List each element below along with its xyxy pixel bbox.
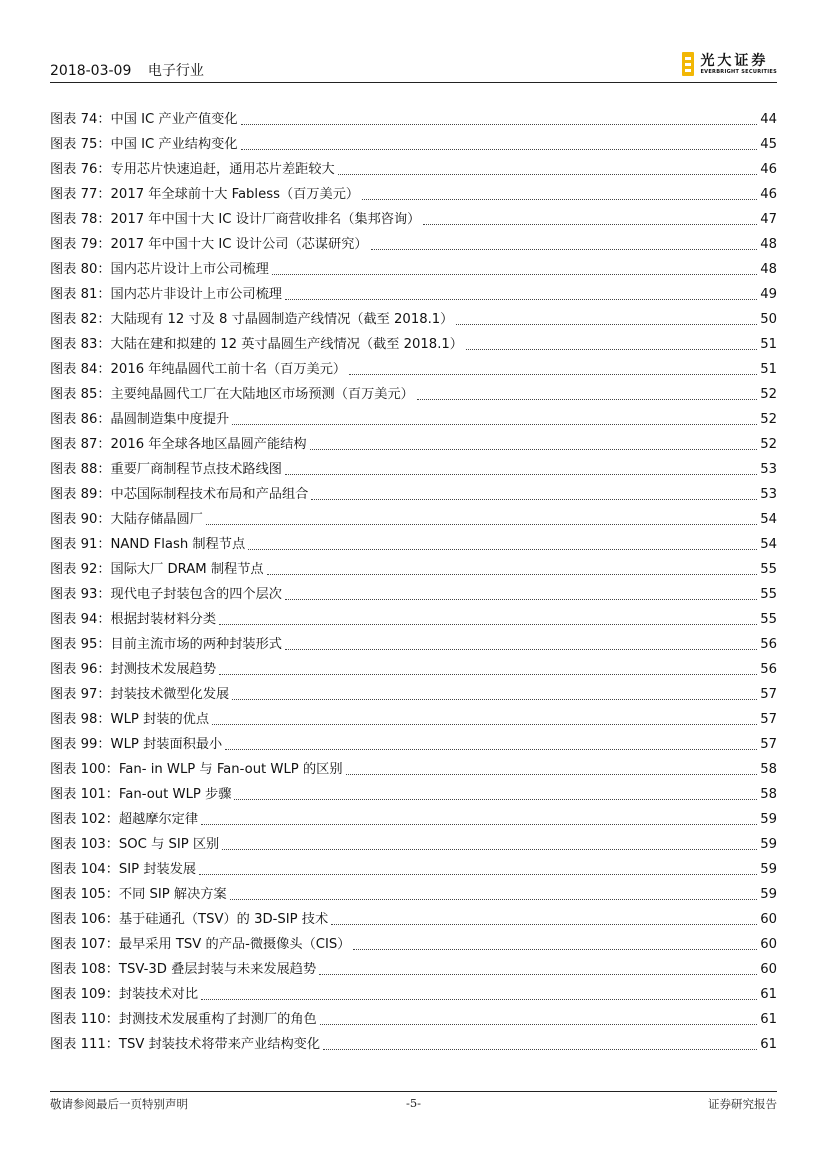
toc-entry[interactable] bbox=[50, 329, 777, 354]
toc-dot-leader bbox=[319, 973, 757, 975]
toc-entry-page[interactable]: 57 bbox=[760, 712, 777, 727]
toc-entry[interactable] bbox=[50, 754, 777, 779]
toc-entry-title[interactable]: 图表 79：2017 年中国十大 IC 设计公司（芯谋研究） bbox=[50, 237, 368, 252]
toc-entry[interactable] bbox=[50, 529, 777, 554]
toc-entry-page[interactable]: 50 bbox=[760, 312, 777, 327]
toc-entry-title[interactable]: 图表 95：目前主流市场的两种封装形式 bbox=[50, 637, 282, 652]
toc-entry-page[interactable]: 48 bbox=[760, 262, 777, 277]
toc-entry-title[interactable]: 图表 77：2017 年全球前十大 Fabless（百万美元） bbox=[50, 187, 360, 202]
toc-dot-leader bbox=[311, 498, 757, 500]
toc-dot-leader bbox=[285, 298, 757, 300]
footer-disclaimer: 敬请参阅最后一页特别声明 bbox=[50, 1097, 188, 1111]
toc-entry[interactable] bbox=[50, 1029, 777, 1054]
toc-entry-page[interactable]: 53 bbox=[760, 462, 777, 477]
company-logo bbox=[682, 48, 777, 80]
toc-entry-title[interactable]: 图表 83：大陆在建和拟建的 12 英寸晶圆生产线情况（截至 2018.1） bbox=[50, 337, 463, 352]
toc-entry[interactable] bbox=[50, 804, 777, 829]
header-divider bbox=[50, 82, 777, 83]
toc-dot-leader bbox=[456, 323, 757, 325]
toc-entry[interactable] bbox=[50, 929, 777, 954]
toc-entry-title[interactable]: 图表 105：不同 SIP 解决方案 bbox=[50, 887, 227, 902]
toc-entry-title[interactable]: 图表 90：大陆存储晶圆厂 bbox=[50, 512, 203, 527]
toc-entry[interactable] bbox=[50, 304, 777, 329]
toc-entry[interactable] bbox=[50, 679, 777, 704]
toc-dot-leader bbox=[225, 748, 757, 750]
toc-entry[interactable] bbox=[50, 454, 777, 479]
toc-entry-page[interactable]: 48 bbox=[760, 237, 777, 252]
toc-entry[interactable] bbox=[50, 979, 777, 1004]
toc-dot-leader bbox=[272, 273, 757, 275]
toc-entry-page[interactable]: 53 bbox=[760, 487, 777, 502]
toc-entry-page[interactable]: 58 bbox=[760, 787, 777, 802]
toc-entry-title[interactable]: 图表 80：国内芯片设计上市公司梳理 bbox=[50, 262, 269, 277]
toc-dot-leader bbox=[331, 923, 757, 925]
page-number: -5- bbox=[405, 1096, 422, 1110]
toc-entry-title[interactable]: 图表 82：大陆现有 12 寸及 8 寸晶圆制造产线情况（截至 2018.1） bbox=[50, 312, 454, 327]
toc-entry-title[interactable]: 图表 108：TSV-3D 叠层封装与未来发展趋势 bbox=[50, 962, 317, 977]
report-date: 2018-03-09 bbox=[50, 63, 132, 79]
toc-dot-leader bbox=[219, 673, 757, 675]
toc-entry-title[interactable]: 图表 104：SIP 封装发展 bbox=[50, 862, 197, 877]
toc-entry-title[interactable]: 图表 97：封装技术微型化发展 bbox=[50, 687, 230, 702]
toc-entry-page[interactable]: 61 bbox=[760, 1012, 777, 1027]
toc-entry-page[interactable]: 55 bbox=[760, 562, 777, 577]
toc-entry[interactable] bbox=[50, 554, 777, 579]
toc-entry[interactable] bbox=[50, 204, 777, 229]
toc-dot-leader bbox=[241, 148, 758, 150]
toc-entry[interactable] bbox=[50, 654, 777, 679]
toc-entry-title[interactable]: 图表 89：中芯国际制程技术布局和产品组合 bbox=[50, 487, 309, 502]
toc-entry[interactable] bbox=[50, 229, 777, 254]
toc-entry-page[interactable]: 56 bbox=[760, 662, 777, 677]
toc-dot-leader bbox=[423, 223, 757, 225]
toc-entry-title[interactable]: 图表 103：SOC 与 SIP 区别 bbox=[50, 837, 220, 852]
toc-entry-title[interactable]: 图表 111：TSV 封装技术将带来产业结构变化 bbox=[50, 1037, 321, 1052]
toc-entry-page[interactable]: 57 bbox=[760, 737, 777, 752]
logo-text-cn: 光大证券 bbox=[700, 52, 769, 69]
page-header bbox=[50, 48, 777, 82]
toc-entry-title[interactable]: 图表 100：Fan- in WLP 与 Fan-out WLP 的区别 bbox=[50, 762, 343, 777]
toc-dot-leader bbox=[371, 248, 758, 250]
table-of-figures bbox=[50, 104, 777, 1054]
toc-dot-leader bbox=[212, 723, 757, 725]
toc-entry-title[interactable]: 图表 107：最早采用 TSV 的产品-微摄像头（CIS） bbox=[50, 937, 351, 952]
footer-doc-type: 证券研究报告 bbox=[708, 1097, 777, 1111]
toc-entry[interactable] bbox=[50, 904, 777, 929]
toc-entry-page[interactable]: 61 bbox=[760, 987, 777, 1002]
toc-entry-page[interactable]: 57 bbox=[760, 687, 777, 702]
toc-entry[interactable] bbox=[50, 379, 777, 404]
industry-label: 电子行业 bbox=[147, 63, 204, 79]
toc-entry[interactable] bbox=[50, 129, 777, 154]
toc-entry-page[interactable]: 59 bbox=[760, 887, 777, 902]
toc-dot-leader bbox=[234, 798, 757, 800]
toc-entry-page[interactable]: 59 bbox=[760, 812, 777, 827]
toc-dot-leader bbox=[206, 523, 757, 525]
header-info bbox=[50, 60, 216, 80]
toc-entry-page[interactable]: 52 bbox=[760, 387, 777, 402]
toc-entry-page[interactable]: 55 bbox=[760, 587, 777, 602]
toc-entry-title[interactable]: 图表 96：封测技术发展趋势 bbox=[50, 662, 217, 677]
toc-entry[interactable] bbox=[50, 179, 777, 204]
toc-entry-title[interactable]: 图表 75：中国 IC 产业结构变化 bbox=[50, 137, 238, 152]
toc-entry-title[interactable]: 图表 101：Fan-out WLP 步骤 bbox=[50, 787, 232, 802]
toc-entry-page[interactable]: 59 bbox=[760, 837, 777, 852]
toc-entry-page[interactable]: 61 bbox=[760, 1037, 777, 1052]
toc-entry[interactable] bbox=[50, 429, 777, 454]
toc-entry[interactable] bbox=[50, 354, 777, 379]
toc-dot-leader bbox=[349, 373, 757, 375]
toc-dot-leader bbox=[285, 473, 757, 475]
toc-entry-page[interactable]: 56 bbox=[760, 637, 777, 652]
toc-dot-leader bbox=[222, 848, 757, 850]
toc-entry-page[interactable]: 52 bbox=[760, 412, 777, 427]
toc-entry[interactable] bbox=[50, 954, 777, 979]
toc-dot-leader bbox=[353, 948, 757, 950]
toc-dot-leader bbox=[466, 348, 757, 350]
toc-dot-leader bbox=[241, 123, 758, 125]
toc-entry[interactable] bbox=[50, 254, 777, 279]
footer-divider bbox=[50, 1091, 777, 1092]
toc-entry[interactable] bbox=[50, 579, 777, 604]
toc-entry-page[interactable]: 60 bbox=[760, 912, 777, 927]
toc-entry-title[interactable]: 图表 85：主要纯晶圆代工厂在大陆地区市场预测（百万美元） bbox=[50, 387, 414, 402]
toc-dot-leader bbox=[346, 773, 758, 775]
toc-entry-page[interactable]: 55 bbox=[760, 612, 777, 627]
toc-entry-title[interactable]: 图表 87：2016 年全球各地区晶圆产能结构 bbox=[50, 437, 307, 452]
toc-dot-leader bbox=[230, 898, 758, 900]
toc-dot-leader bbox=[285, 598, 757, 600]
toc-entry-page[interactable]: 60 bbox=[760, 937, 777, 952]
toc-entry-page[interactable]: 47 bbox=[760, 212, 777, 227]
toc-entry-page[interactable]: 60 bbox=[760, 962, 777, 977]
toc-entry-title[interactable]: 图表 98：WLP 封装的优点 bbox=[50, 712, 210, 727]
toc-entry-title[interactable]: 图表 86：晶圆制造集中度提升 bbox=[50, 412, 230, 427]
toc-entry-title[interactable]: 图表 92：国际大厂 DRAM 制程节点 bbox=[50, 562, 264, 577]
toc-entry-title[interactable]: 图表 81：国内芯片非设计上市公司梳理 bbox=[50, 287, 282, 302]
toc-dot-leader bbox=[320, 1023, 757, 1025]
toc-entry-title[interactable]: 图表 91：NAND Flash 制程节点 bbox=[50, 537, 246, 552]
toc-dot-leader bbox=[201, 823, 757, 825]
toc-entry[interactable] bbox=[50, 704, 777, 729]
toc-entry-page[interactable]: 44 bbox=[760, 112, 777, 127]
toc-entry-title[interactable]: 图表 93：现代电子封装包含的四个层次 bbox=[50, 587, 282, 602]
toc-dot-leader bbox=[232, 423, 757, 425]
toc-entry[interactable] bbox=[50, 1004, 777, 1029]
toc-entry[interactable] bbox=[50, 829, 777, 854]
toc-dot-leader bbox=[338, 173, 757, 175]
toc-dot-leader bbox=[201, 998, 757, 1000]
everbright-logo-icon bbox=[682, 52, 694, 76]
toc-dot-leader bbox=[285, 648, 757, 650]
toc-entry-page[interactable]: 49 bbox=[760, 287, 777, 302]
toc-dot-leader bbox=[362, 198, 757, 200]
toc-entry[interactable] bbox=[50, 279, 777, 304]
toc-entry-title[interactable]: 图表 74：中国 IC 产业产值变化 bbox=[50, 112, 238, 127]
toc-entry[interactable] bbox=[50, 404, 777, 429]
toc-entry-page[interactable]: 45 bbox=[760, 137, 777, 152]
toc-dot-leader bbox=[219, 623, 757, 625]
toc-entry[interactable] bbox=[50, 879, 777, 904]
toc-entry-page[interactable]: 58 bbox=[760, 762, 777, 777]
toc-dot-leader bbox=[232, 698, 757, 700]
toc-dot-leader bbox=[310, 448, 758, 450]
toc-entry-page[interactable]: 46 bbox=[760, 162, 777, 177]
toc-entry[interactable] bbox=[50, 154, 777, 179]
toc-entry-title[interactable]: 图表 94：根据封装材料分类 bbox=[50, 612, 217, 627]
logo-text-en: EVERBRIGHT SECURITIES bbox=[700, 68, 777, 75]
toc-entry[interactable] bbox=[50, 779, 777, 804]
toc-entry-title[interactable]: 图表 110：封测技术发展重构了封测厂的角色 bbox=[50, 1012, 317, 1027]
toc-entry-title[interactable]: 图表 88：重要厂商制程节点技术路线图 bbox=[50, 462, 282, 477]
toc-dot-leader bbox=[248, 548, 757, 550]
toc-entry[interactable] bbox=[50, 854, 777, 879]
toc-entry-page[interactable]: 51 bbox=[760, 362, 777, 377]
toc-dot-leader bbox=[323, 1048, 757, 1050]
toc-entry-page[interactable]: 54 bbox=[760, 537, 777, 552]
toc-entry-page[interactable]: 51 bbox=[760, 337, 777, 352]
toc-entry[interactable] bbox=[50, 104, 777, 129]
toc-entry-page[interactable]: 46 bbox=[760, 187, 777, 202]
toc-entry-page[interactable]: 54 bbox=[760, 512, 777, 527]
toc-entry-title[interactable]: 图表 99：WLP 封装面积最小 bbox=[50, 737, 223, 752]
toc-dot-leader bbox=[267, 573, 758, 575]
toc-dot-leader bbox=[417, 398, 757, 400]
toc-entry-title[interactable]: 图表 109：封装技术对比 bbox=[50, 987, 199, 1002]
toc-dot-leader bbox=[199, 873, 757, 875]
toc-entry-title[interactable]: 图表 84：2016 年纯晶圆代工前十名（百万美元） bbox=[50, 362, 347, 377]
toc-entry-title[interactable]: 图表 106：基于硅通孔（TSV）的 3D-SIP 技术 bbox=[50, 912, 329, 927]
toc-entry[interactable] bbox=[50, 504, 777, 529]
toc-entry-title[interactable]: 图表 102：超越摩尔定律 bbox=[50, 812, 199, 827]
toc-entry-page[interactable]: 52 bbox=[760, 437, 777, 452]
toc-entry[interactable] bbox=[50, 629, 777, 654]
toc-entry[interactable] bbox=[50, 479, 777, 504]
toc-entry-title[interactable]: 图表 78：2017 年中国十大 IC 设计厂商营收排名（集邦咨询） bbox=[50, 212, 421, 227]
toc-entry-title[interactable]: 图表 76：专用芯片快速追赶，通用芯片差距较大 bbox=[50, 162, 335, 177]
toc-entry[interactable] bbox=[50, 604, 777, 629]
toc-entry-page[interactable]: 59 bbox=[760, 862, 777, 877]
toc-entry[interactable] bbox=[50, 729, 777, 754]
